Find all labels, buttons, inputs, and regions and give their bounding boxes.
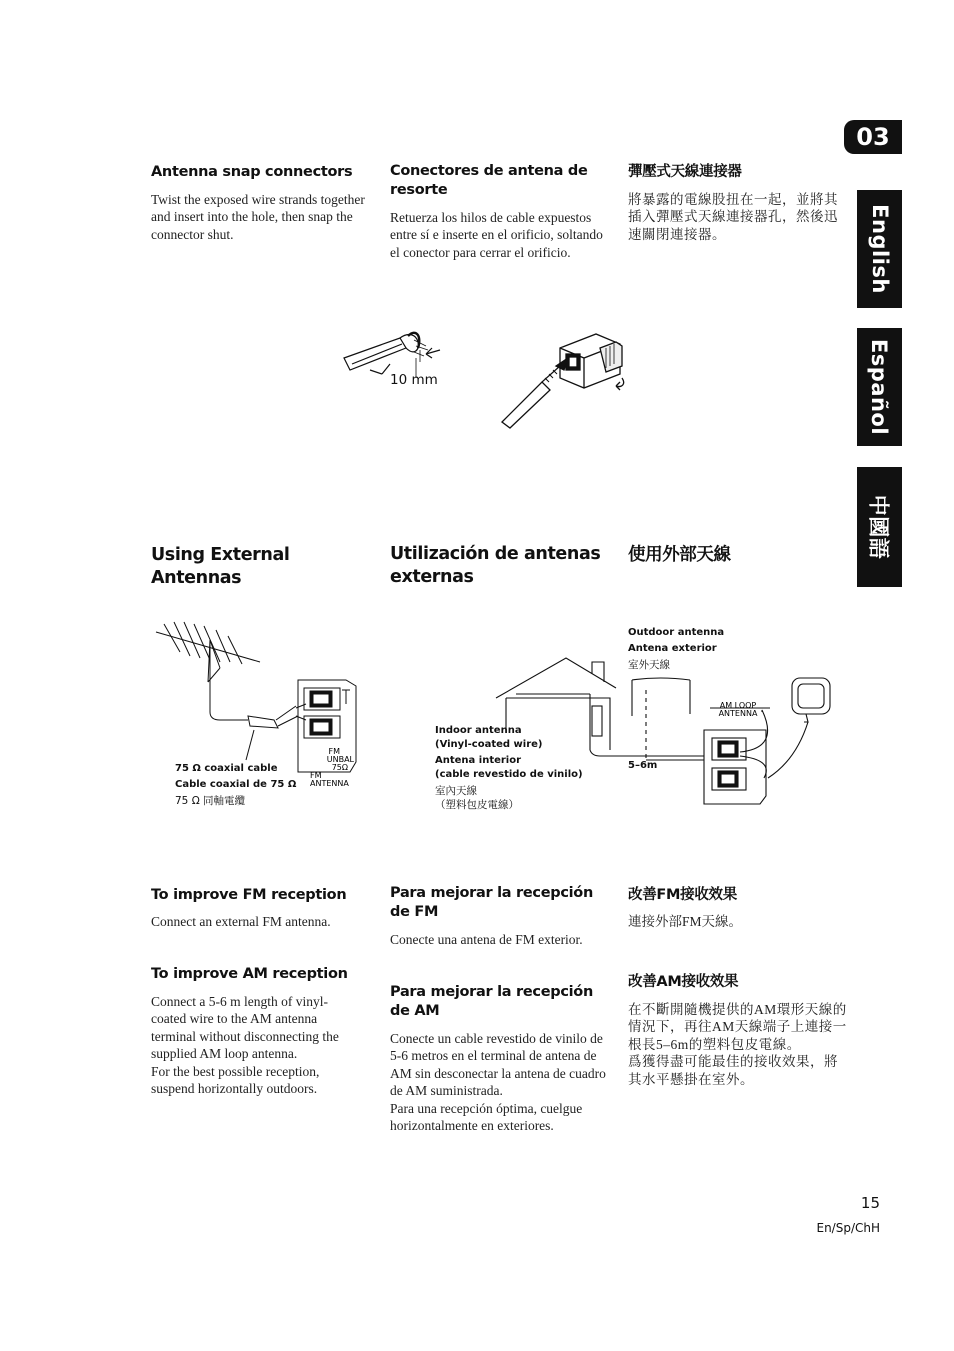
- fm-es-title: Para mejorar la recepción de FM: [390, 885, 593, 920]
- am-zh-title: 改善AM接收效果: [628, 974, 739, 990]
- lang-tab-label: English: [867, 204, 892, 294]
- lang-tab-espanol[interactable]: [857, 328, 902, 446]
- cable-es-label: Cable coaxial de 75 Ω: [175, 779, 297, 790]
- lang-tab-label: 中國語: [866, 494, 891, 560]
- measure-label: 10 mm: [390, 372, 438, 388]
- outdoor-antenna-caption: [628, 626, 768, 672]
- indoor-es-sub-label: (cable revestido de vinilo): [435, 769, 583, 780]
- indoor-zh-label: 室內天線: [435, 785, 477, 797]
- fm-en-section: [151, 886, 373, 930]
- snap-zh-section: [628, 163, 850, 243]
- am-es-body-2: Para una recepción óptima, cuelgue horizontalmente en exteriores.: [390, 1100, 583, 1134]
- snap-connector-illustration: [330, 318, 640, 430]
- external-zh-section: [628, 544, 858, 567]
- am-zh-body: 在不斷開隨機提供的AM環形天線的情況下，再往AM天線端子上連接一根長5–6m的塑料包皮電線。: [628, 1002, 847, 1052]
- lang-tab-label: Español: [867, 338, 892, 436]
- snap-en-section: [151, 163, 373, 243]
- page-number: 15: [860, 1194, 880, 1212]
- am-en-body-2: For the best possible reception, suspend horizontally outdoors.: [151, 1063, 320, 1097]
- fm-antenna-fm-label: FM: [310, 771, 322, 780]
- fm-en-title: To improve FM reception: [151, 887, 347, 903]
- am-zh-body-2: 爲獲得盡可能最佳的接收效果，將其水平懸掛在室外。: [628, 1054, 838, 1087]
- fm-zh-section: [628, 886, 850, 930]
- outdoor-en-label: Outdoor antenna: [628, 627, 725, 638]
- am-zh-section: [628, 973, 850, 1088]
- snap-es-title: Conectores de antena de resorte: [390, 163, 588, 198]
- snap-en-title: Antenna snap connectors: [151, 164, 353, 180]
- am-en-section: [151, 965, 361, 1097]
- ohm-label: 75Ω: [331, 763, 348, 772]
- external-es-title: Utilización de antenas externas: [390, 544, 601, 587]
- indoor-zh-sub-label: （塑料包皮電線）: [435, 799, 519, 811]
- snap-es-section: [390, 162, 612, 261]
- cable-zh-label: 75 Ω 同軸電纜: [175, 795, 246, 807]
- fm-terminal-label: FM: [328, 747, 340, 756]
- am-es-body: Conecte un cable revestido de vinilo de 5-6 metros en el terminal de antena de AM sin desconectar la antena de cuadro de AM suministrada.: [390, 1031, 606, 1099]
- snap-es-body: Retuerza los hilos de cable expuestos entre sí e inserte en el orificio, soltando el conector para cerrar el orificio.: [390, 210, 603, 260]
- snap-zh-body: 將暴露的電線股扭在一起，並將其插入彈壓式天線連接器孔，然後迅速關閉連接器。: [628, 192, 838, 242]
- am-antenna-label: ANTENNA: [718, 709, 758, 718]
- footer-code: En/Sp/ChH: [816, 1221, 880, 1235]
- lang-tab-english[interactable]: [857, 190, 902, 308]
- fm-antenna-label: ANTENNA: [310, 779, 349, 788]
- lang-tab-chinese[interactable]: [857, 467, 902, 587]
- fm-en-body: Connect an external FM antenna.: [151, 914, 331, 929]
- am-es-title: Para mejorar la recepción de AM: [390, 984, 593, 1019]
- snap-zh-title: 彈壓式天線連接器: [628, 164, 742, 180]
- external-en-section: [151, 544, 381, 590]
- am-en-body: Connect a 5-6 m length of vinyl-coated wire to the AM antenna terminal without disconnecting the supplied AM loop antenna.: [151, 994, 339, 1062]
- external-zh-title: 使用外部天線: [628, 545, 731, 565]
- fm-es-body: Conecte una antena de FM exterior.: [390, 932, 583, 947]
- am-es-section: [390, 983, 608, 1134]
- indoor-antenna-caption: [435, 724, 615, 812]
- indoor-en-sub-label: (Vinyl-coated wire): [435, 739, 543, 750]
- snap-en-body: Twist the exposed wire strands together and insert into the hole, then snap the connector shut.: [151, 192, 365, 242]
- fm-zh-body: 連接外部FM天線。: [628, 914, 743, 929]
- outdoor-es-label: Antena exterior: [628, 643, 717, 654]
- indoor-en-label: Indoor antenna: [435, 725, 522, 736]
- external-es-section: [390, 543, 620, 589]
- distance-label: 5–6m: [628, 760, 658, 771]
- cable-en-label: 75 Ω coaxial cable: [175, 763, 278, 774]
- am-loop-label: AM LOOP: [719, 701, 757, 710]
- unbal-label: UNBAL: [326, 755, 354, 764]
- indoor-es-label: Antena interior: [435, 755, 522, 766]
- fm-cable-caption: [175, 762, 325, 808]
- am-en-title: To improve AM reception: [151, 966, 348, 982]
- external-en-title: Using External Antennas: [151, 545, 290, 588]
- fm-es-section: [390, 884, 612, 948]
- fm-zh-title: 改善FM接收效果: [628, 887, 737, 903]
- chapter-number-tab: 03: [844, 120, 902, 154]
- outdoor-zh-label: 室外天線: [628, 659, 670, 671]
